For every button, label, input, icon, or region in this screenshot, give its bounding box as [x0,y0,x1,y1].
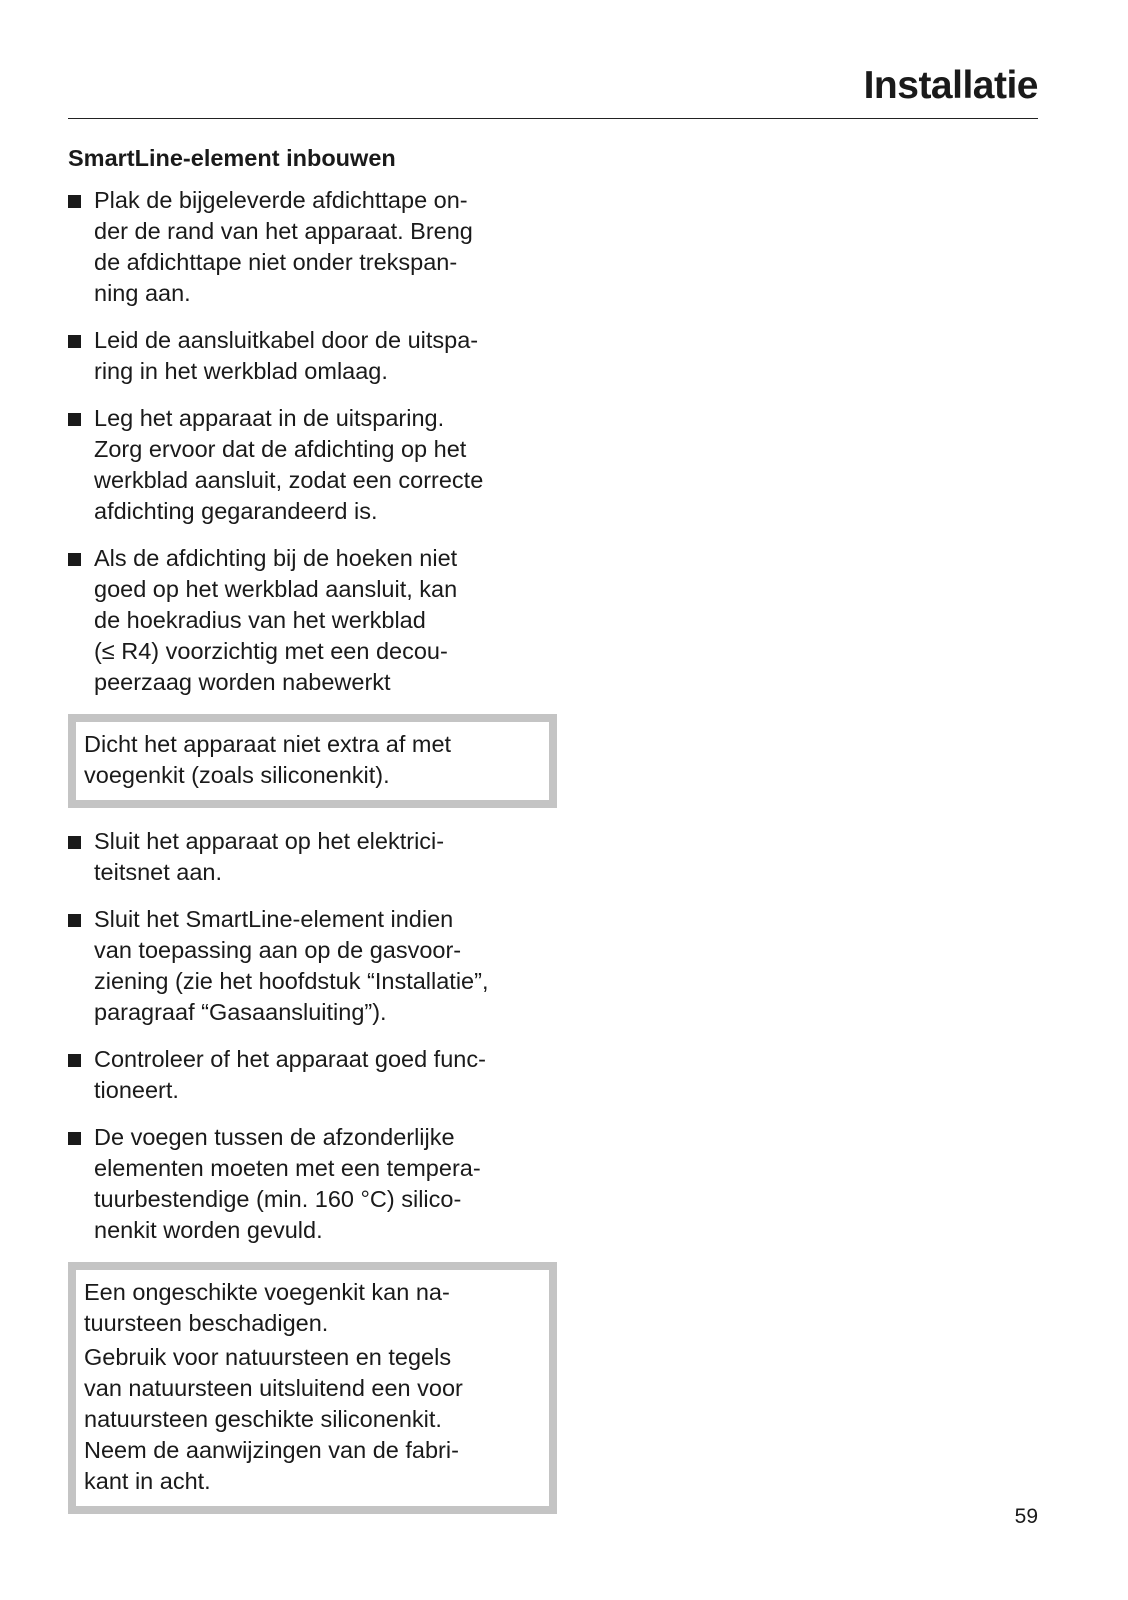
step-line: Als de afdichting bij de hoeken niet [94,545,458,571]
note-line: Gebruik voor natuursteen en tegels [84,1344,452,1370]
step-line: (≤ R4) voorzichtig met een decou- [94,638,448,664]
note-paragraph [84,729,539,791]
step-list-b [68,826,543,1246]
note-line: voegenkit (zoals siliconenkit). [84,762,390,788]
step-item [68,543,543,698]
square-bullet-icon [68,914,81,927]
square-bullet-icon [68,413,81,426]
step-item [68,403,543,527]
step-line: goed op het werkblad aansluit, kan [94,576,458,602]
step-line: elementen moeten met een tempera- [94,1155,481,1181]
note-line: Een ongeschikte voegenkit kan na- [84,1279,450,1305]
step-line: ning aan. [94,280,191,306]
note-line: Neem de aanwijzingen van de fabri- [84,1437,459,1463]
note-line: Dicht het apparaat niet extra af met [84,731,452,757]
step-line: Sluit het SmartLine-element indien [94,906,454,932]
square-bullet-icon [68,1132,81,1145]
step-line: nenkit worden gevuld. [94,1217,323,1243]
note-line: kant in acht. [84,1468,211,1494]
subsection-title: SmartLine-element inbouwen [68,145,396,171]
step-line: Leg het apparaat in de uitsparing. [94,405,445,431]
step-line: afdichting gegarandeerd is. [94,498,378,524]
step-line: ring in het werkblad omlaag. [94,358,388,384]
step-item [68,904,543,1028]
note-line: tuursteen beschadigen. [84,1310,329,1336]
step-line: werkblad aansluit, zodat een correcte [94,467,484,493]
step-item [68,1044,543,1106]
note-line: natuursteen geschikte siliconenkit. [84,1406,442,1432]
square-bullet-icon [68,335,81,348]
step-line: tioneert. [94,1077,179,1103]
step-line: Zorg ervoor dat de afdichting op het [94,436,467,462]
step-item [68,325,543,387]
warning-note [68,1262,557,1514]
step-line: van toepassing aan op de gasvoor- [94,937,462,963]
step-line: De voegen tussen de afzonderlijke [94,1124,455,1150]
square-bullet-icon [68,195,81,208]
step-line: Plak de bijgeleverde afdichttape on- [94,187,468,213]
step-item [68,185,543,309]
square-bullet-icon [68,1054,81,1067]
page-header [68,64,1038,119]
step-line: der de rand van het apparaat. Breng [94,218,473,244]
step-line: Leid de aansluitkabel door de uitspa- [94,327,479,353]
square-bullet-icon [68,553,81,566]
step-line: de hoekradius van het werkblad [94,607,426,633]
note-paragraph [84,1277,539,1339]
page-number: 59 [1014,1505,1038,1528]
section-title: Installatie [863,64,1038,107]
step-line: tuurbestendige (min. 160 °C) silico- [94,1186,462,1212]
step-line: paragraaf “Gasaansluiting”). [94,999,387,1025]
step-list-a [68,185,543,698]
note-line: van natuursteen uitsluitend een voor [84,1375,463,1401]
step-line: peerzaag worden nabewerkt [94,669,391,695]
step-item [68,1122,543,1246]
note-paragraph [84,1342,539,1497]
step-item [68,826,543,888]
step-line: de afdichttape niet onder trekspan- [94,249,458,275]
step-line: teitsnet aan. [94,859,223,885]
step-line: Controleer of het apparaat goed func- [94,1046,486,1072]
main-content [68,143,543,1532]
step-line: ziening (zie het hoofdstuk “Installatie”, [94,968,489,994]
square-bullet-icon [68,836,81,849]
step-line: Sluit het apparaat op het elektrici- [94,828,445,854]
warning-note [68,714,557,808]
